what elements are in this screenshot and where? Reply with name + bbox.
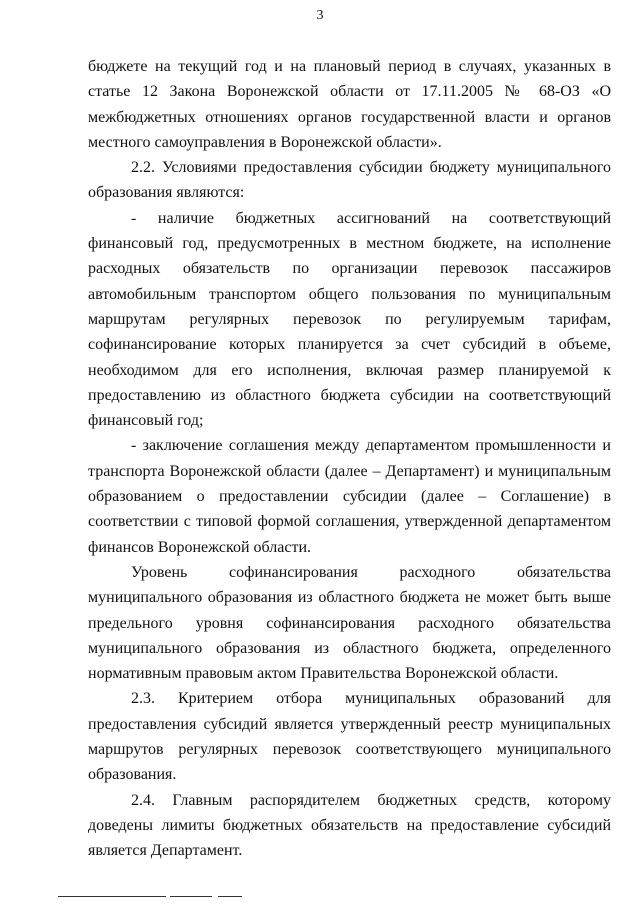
document-body (88, 54, 611, 864)
paragraph-continuation: бюджете на текущий год и на плановый период в случаях, указанных в статье 12 Закона Воронежской области от 17.11.2005 № 68-ОЗ «О межбюджетных отношениях органов государственной власти и органов местного самоуправления в Воронежской области». (88, 58, 611, 151)
footer-rule-segment (170, 896, 212, 897)
page-number: 3 (316, 8, 324, 23)
footer-rule-segment (218, 896, 242, 897)
paragraph-2-4: 2.4. Главным распорядителем бюджетных средств, которому доведены лимиты бюджетных обязательств на предоставление субсидий является Департамент. (88, 791, 611, 860)
list-item-agreement: - заключение соглашения между департаментом промышленности и транспорта Воронежской области (далее – Департамент) и муниципальным образованием о предоставлении субсидии (далее – Соглашение) в соответствии с типовой формой соглашения, утвержденной департаментом финансов Воронежской области. (88, 437, 611, 556)
paragraph-2-2: 2.2. Условиями предоставления субсидии бюджету муниципального образования являются: (88, 159, 611, 202)
footer-rule (58, 896, 166, 897)
paragraph-2-3: 2.3. Критерием отбора муниципальных образований для предоставления субсидий является утвержденный реестр муниципальных маршрутов регулярных перевозок соответствующего муниципального образования. (88, 690, 611, 784)
list-item-budget-allocations: - наличие бюджетных ассигнований на соответствующий финансовый год, предусмотренных в местном бюджете, на исполнение расходных обязательств по организации перевозок пассажиров автомобильным транспортом общего пользования по муниципальным маршрутам регулярных перевозок по регулируемым тарифам, софинансирование которых планируется за счет субсидий в объеме, необходимом для его исполнения, включая размер планируемой к предоставлению из областного бюджета субсидии на соответствующий финансовый год; (88, 209, 611, 430)
paragraph-cofinancing-level: Уровень софинансирования расходного обязательства муниципального образования из областного бюджета не может быть выше предельного уровня софинансирования расходного обязательства муниципального образования из областного бюджета, определенного нормативным правовым актом Правительства Воронежской области. (88, 563, 611, 683)
